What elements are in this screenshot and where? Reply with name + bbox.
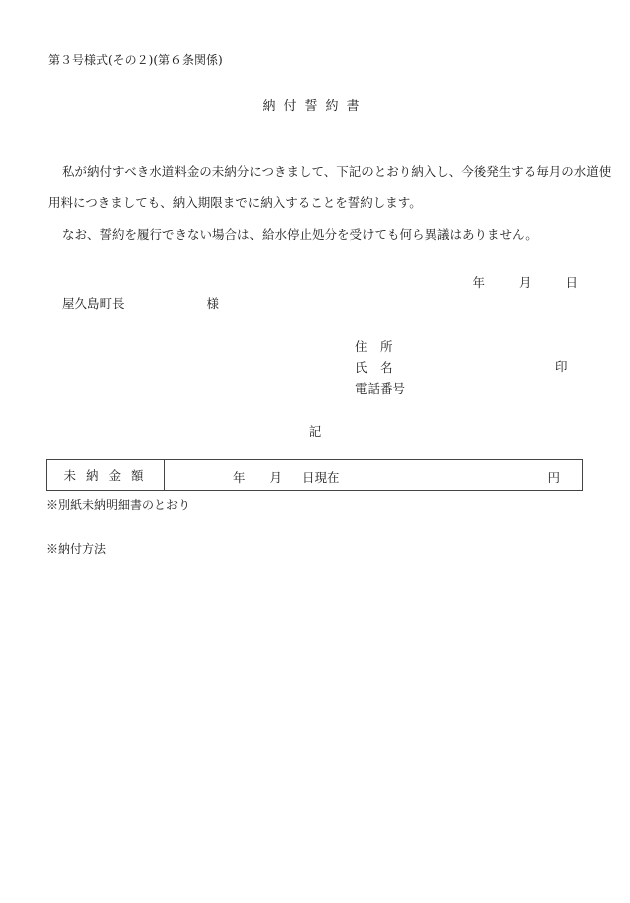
amount-as-of-label: 日現在 bbox=[302, 470, 340, 485]
address-field-label: 住 所 bbox=[355, 339, 393, 354]
unpaid-amount-table bbox=[46, 459, 583, 491]
phone-field-label: 電話番号 bbox=[355, 381, 406, 396]
unpaid-amount-value-cell bbox=[165, 460, 582, 490]
name-field-label: 氏 名 bbox=[355, 360, 393, 375]
date-day-label: 日 bbox=[565, 275, 578, 290]
pledge-paragraph-1: 私が納付すべき水道料金の未納分につきまして、下記のとおり納入し、今後発生する毎月の水道使 bbox=[62, 164, 612, 179]
addressee-honorific: 様 bbox=[206, 296, 220, 311]
addressee bbox=[62, 294, 219, 312]
pledger-fields bbox=[355, 336, 405, 399]
seal-mark: 印 bbox=[555, 359, 568, 374]
document-title: 納付誓約書 bbox=[262, 99, 368, 114]
payment-method-note: ※納付方法 bbox=[46, 542, 107, 556]
amount-date bbox=[233, 468, 340, 486]
amount-year-label: 年 bbox=[233, 470, 246, 485]
ki-heading: 記 bbox=[308, 424, 322, 439]
detail-note: ※別紙未納明細書のとおり bbox=[46, 498, 191, 512]
date-month-label: 月 bbox=[519, 275, 532, 290]
form-number: 第３号様式(その２)(第６条関係) bbox=[48, 53, 223, 67]
amount-month-label: 月 bbox=[269, 470, 283, 485]
yen-unit: 円 bbox=[547, 470, 560, 485]
addressee-name: 屋久島町長 bbox=[62, 296, 125, 311]
date-year-label: 年 bbox=[472, 275, 486, 290]
date-line bbox=[473, 273, 578, 291]
pledge-paragraph-1-continued: 用料につきましても、納入期限までに納入することを誓約します。 bbox=[48, 195, 422, 210]
unpaid-amount-label: 未納金額 bbox=[47, 460, 165, 490]
pledge-paragraph-2: なお、誓約を履行できない場合は、給水停止処分を受けても何ら異議はありません。 bbox=[62, 227, 538, 242]
